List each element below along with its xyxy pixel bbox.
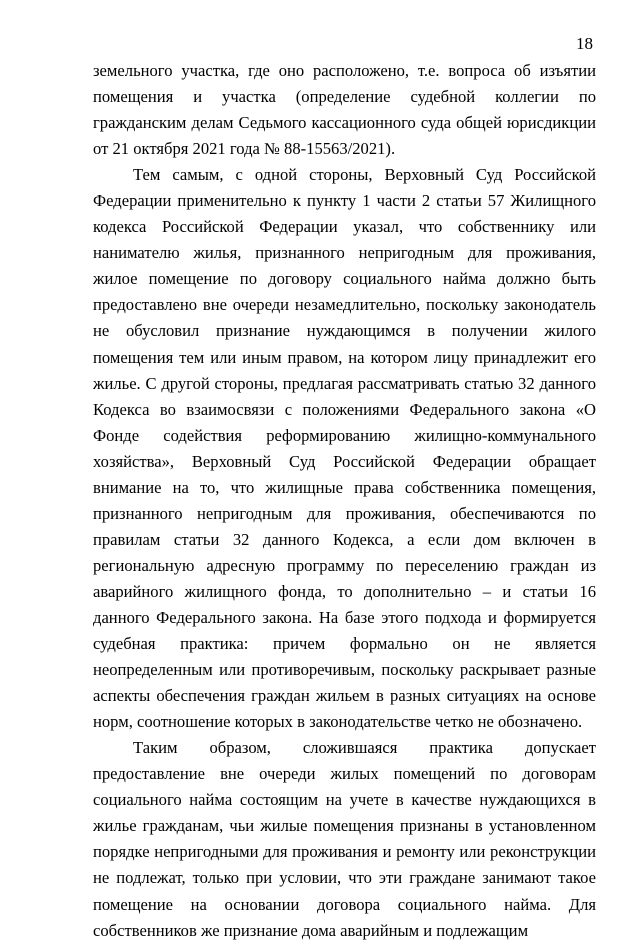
paragraph-continuation: земельного участка, где оно расположено, т.е. вопроса об изъятии помещения и участка (определение судебной коллегии по гражданским делам Седьмого кассационного суда общей юрисдикции от 21 октября 2021 года № 88-15563/2021). — [93, 61, 596, 159]
paragraph: Таким образом, сложившаяся практика допускает предоставление вне очереди жилых помещений по договорам социального найма состоящим на учете в качестве нуждающихся в жилье гражданам, чьи жилые помещения признаны в установленном порядке непригодными для проживания и ремонту или реконструкции не подлежат, только при условии, что эти граждане занимают такое помещение на основании договора социального найма. Для собственников же признание дома аварийным и подлежащим — [93, 738, 596, 940]
document-body — [93, 58, 596, 944]
paragraph: Тем самым, с одной стороны, Верховный Суд Российской Федерации применительно к пункту 1 части 2 статьи 57 Жилищного кодекса Российской Федерации указал, что собственнику или нанимателю жилья, признанного непригодным для проживания, жилое помещение по договору социального найма должно быть предоставлено вне очереди незамедлительно, поскольку законодатель не обусловил признание нуждающимся в получении жилого помещения тем или иным правом, на котором лицу принадлежит его жилье. С другой стороны, предлагая рассматривать статью 32 данного Кодекса во взаимосвязи с положениями Федерального закона «О Фонде содействия реформированию жилищно-коммунального хозяйства», Верховный Суд Российской Федерации обращает внимание на то, что жилищные права собственника помещения, признанного непригодным для проживания, обеспечиваются по правилам статьи 32 данного Кодекса, а если дом включен в региональную адресную программу по переселению граждан из аварийного жилищного фонда, то дополнительно – и статьи 16 данного Федерального закона. На базе этого подхода и формируется судебная практика: причем формально он не является неопределенным или противоречивым, поскольку раскрывает разные аспекты обеспечения граждан жильем в разных ситуациях на основе норм, соотношение которых в законодательстве четко не обозначено. — [93, 165, 596, 732]
page-number: 18 — [576, 34, 593, 53]
